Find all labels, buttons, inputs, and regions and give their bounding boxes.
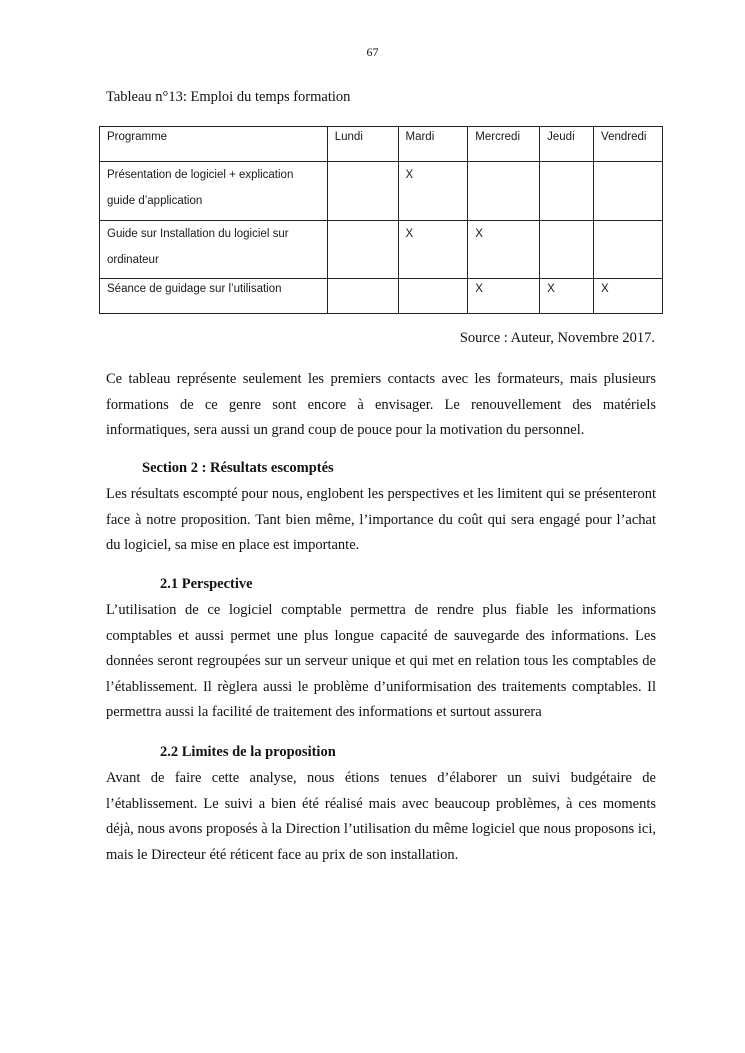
header-cell-lundi: Lundi (327, 127, 398, 162)
heading-perspective: 2.1 Perspective (160, 576, 253, 592)
header-cell-mercredi: Mercredi (468, 127, 540, 162)
day-cell-vendredi (594, 162, 663, 221)
paragraph-table-comment: Ce tableau représente seulement les premiers contacts avec les formateurs, mais plusieurs formations de ce genre sont encore à envisager. Le renouvellement des matériels informatiques, sera aussi un grand coup de pouce pour la motivation du personnel. (106, 371, 656, 438)
table-row (100, 162, 663, 221)
day-cell-jeudi (540, 162, 594, 221)
day-cell-lundi (327, 221, 398, 279)
day-cell-mardi (398, 279, 468, 314)
schedule-table (99, 126, 663, 314)
paragraph-results: Les résultats escompté pour nous, englobent les perspectives et les limitent qui se présenteront face à notre proposition. Tant bien même, l’importance du coût qui sera engagé pour l’achat du logiciel, sa mise en place est importante. (106, 486, 656, 553)
table-row (100, 279, 663, 314)
header-cell-mardi: Mardi (398, 127, 468, 162)
programme-line: Guide sur Installation du logiciel sur (107, 228, 289, 240)
day-cell-vendredi: X (594, 279, 663, 314)
programme-cell (100, 221, 328, 279)
day-cell-jeudi (540, 221, 594, 279)
table-header-row (100, 127, 663, 162)
day-cell-mardi: X (398, 162, 468, 221)
heading-limites: 2.2 Limites de la proposition (160, 744, 336, 760)
day-cell-lundi (327, 162, 398, 221)
programme-cell (100, 162, 328, 221)
paragraph-limites: Avant de faire cette analyse, nous étions tenues d’élaborer un suivi budgétaire de l’établissement. Le suivi a bien été réalisé mais avec beaucoup problèmes, à ces moments déjà, nous avons proposés à la Direction l’utilisation du même logiciel que nous proposons ici, mais le Directeur été réticent face au prix de son installation. (106, 770, 656, 863)
day-cell-lundi (327, 279, 398, 314)
programme-line: Présentation de logiciel + explication (107, 169, 294, 181)
table-source: Source : Auteur, Novembre 2017. (459, 330, 655, 346)
day-cell-mardi: X (398, 221, 468, 279)
page-number: 67 (366, 45, 379, 59)
programme-line: ordinateur (107, 254, 159, 266)
table-row (100, 221, 663, 279)
day-cell-mercredi (468, 162, 540, 221)
day-cell-mercredi: X (468, 279, 540, 314)
paragraph-perspective: L’utilisation de ce logiciel comptable permettra de rendre plus fiable les informations comptables et aussi permet une plus longue capacité de sauvegarde des informations. Les données seront regroupées sur un serveur unique et qui met en relation tous les comptables de l’établissement. Il règlera aussi le problème d’uniformisation des traitements comptables. Il permettra aussi la facilité de traitement des informations et surtout assurera (106, 602, 656, 720)
header-cell-jeudi: Jeudi (540, 127, 594, 162)
day-cell-jeudi: X (540, 279, 594, 314)
table-caption: Tableau n°13: Emploi du temps formation (106, 89, 351, 105)
day-cell-vendredi (594, 221, 663, 279)
programme-line: guide d’application (107, 195, 203, 207)
section-2-heading: Section 2 : Résultats escomptés (142, 460, 334, 476)
day-cell-mercredi: X (468, 221, 540, 279)
header-cell-programme: Programme (100, 127, 328, 162)
header-cell-vendredi: Vendredi (594, 127, 663, 162)
programme-cell: Séance de guidage sur l’utilisation (100, 279, 328, 314)
